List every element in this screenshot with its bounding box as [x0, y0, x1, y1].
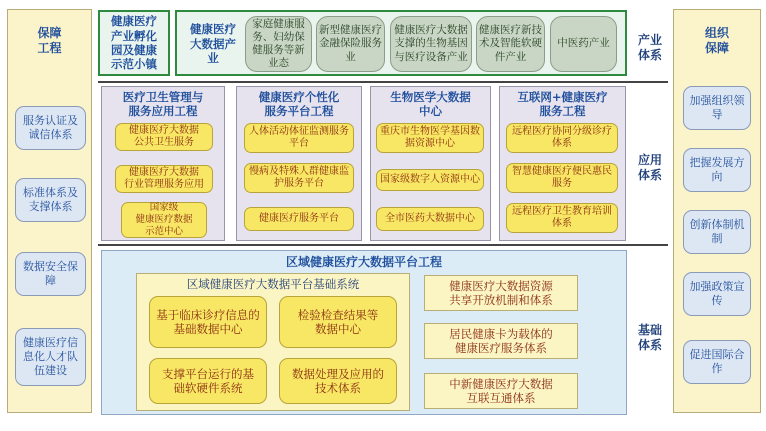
left-item-talent: 健康医疗信息化人才队伍建设 [15, 328, 86, 386]
app-panel-personalized-title: 健康医疗个性化 服务平台工程 [258, 89, 340, 118]
industry-item-new-formats: 家庭健康服务、妇幼保健服务等新业态 [245, 16, 312, 72]
industry-item-finance-insurance: 新型健康医疗金融保险服务业 [316, 16, 385, 72]
foundation-cell-processing: 数据处理及应用的 技术体系 [279, 358, 397, 404]
app-panel-management-title: 医疗卫生管理与 服务应用工程 [122, 89, 204, 118]
industry-panel-title: 健康医疗 大数据产 业 [190, 22, 236, 66]
app-item-remote-tiered: 远程医疗协同分级诊疗 体系 [506, 123, 618, 153]
left-item-standards: 标准体系及支撑体系 [15, 178, 86, 222]
band-label-application: 应用 体系 [637, 153, 662, 182]
band-label-industry: 产业 体系 [637, 33, 662, 62]
app-panel-biomedical-title: 生物医学大数据 中心 [390, 89, 471, 118]
foundation-panel-title: 区域健康医疗大数据平台工程 [285, 254, 442, 269]
right-column-header: 组织 保障 [704, 26, 729, 55]
right-item-policy: 加强政策宣传 [683, 272, 751, 316]
app-panel-internet-title: 互联网+健康医疗 服务工程 [517, 89, 608, 118]
right-item-international: 促进国际合作 [683, 340, 751, 384]
app-item-gene-resource: 重庆市生物医学基因数 据资源中心 [376, 123, 484, 153]
foundation-inner-box [136, 273, 410, 411]
industry-panel [175, 10, 627, 76]
band-label-foundation: 基础 体系 [637, 323, 662, 352]
left-item-credit: 服务认证及诚信体系 [15, 106, 86, 150]
foundation-cell-infrastructure: 支撑平台运行的基 础软硬件系统 [149, 358, 267, 404]
right-item-mechanism: 创新体制机制 [683, 210, 751, 254]
app-panel-internet [499, 86, 626, 241]
app-item-digital-human: 国家级数字人资源中心 [376, 169, 484, 191]
app-item-remote-education: 远程医疗卫生教育培训 体系 [506, 203, 618, 233]
app-item-industry-management: 健康医疗大数据 行业管理服务应用 [115, 165, 213, 193]
app-panel-personalized [236, 86, 362, 241]
right-item-direction: 把握发展方向 [683, 148, 751, 192]
app-panel-biomedical [370, 86, 491, 241]
app-item-smart-convenience: 智慧健康医疗便民惠民 服务 [506, 163, 618, 193]
app-item-health-service-platform: 健康医疗服务平台 [244, 207, 354, 231]
app-item-medicine-data-center: 全市医药大数据中心 [376, 207, 484, 231]
foundation-panel [101, 250, 627, 415]
left-column-header: 保障 工程 [37, 26, 62, 55]
industry-item-bio-gene: 健康医疗大数据支撑的生物基因与医疗设备产业 [390, 16, 472, 72]
foundation-item-resident-card: 居民健康卡为载体的 健康医疗服务体系 [424, 323, 578, 359]
app-item-demo-center: 国家级 健康医疗数据 示范中心 [121, 202, 207, 238]
industry-item-tcm: 中医药产业 [550, 16, 617, 72]
app-item-public-health: 健康医疗大数据 公共卫生服务 [115, 123, 213, 151]
foundation-cell-inspection: 检验检查结果等 数据中心 [279, 296, 397, 348]
left-item-security: 数据安全保障 [15, 252, 86, 296]
app-item-body-monitoring: 人体活动体征监测服务 平台 [244, 123, 354, 153]
foundation-item-interconnection: 中新健康医疗大数据 互联互通体系 [424, 373, 578, 409]
app-item-chronic-care: 慢病及特殊人群健康监 护服务平台 [244, 163, 354, 193]
foundation-cell-clinical: 基于临床诊疗信息的 基础数据中心 [149, 296, 267, 348]
incubation-town-label: 健康医疗 产业孵化 园及健康 示范小镇 [111, 14, 157, 72]
foundation-item-sharing: 健康医疗大数据资源 共享开放机制和体系 [424, 275, 578, 311]
industry-item-smart-hardware: 健康医疗新技术及智能软硬件产业 [476, 16, 545, 72]
right-column [673, 9, 761, 413]
divider-application-foundation [98, 244, 668, 246]
incubation-town-box [98, 10, 170, 76]
divider-industry-application [98, 81, 668, 83]
left-column [7, 9, 92, 413]
app-panel-management [101, 86, 225, 241]
foundation-inner-title: 区域健康医疗大数据平台基础系统 [186, 276, 360, 291]
right-item-leadership: 加强组织领导 [683, 86, 751, 130]
